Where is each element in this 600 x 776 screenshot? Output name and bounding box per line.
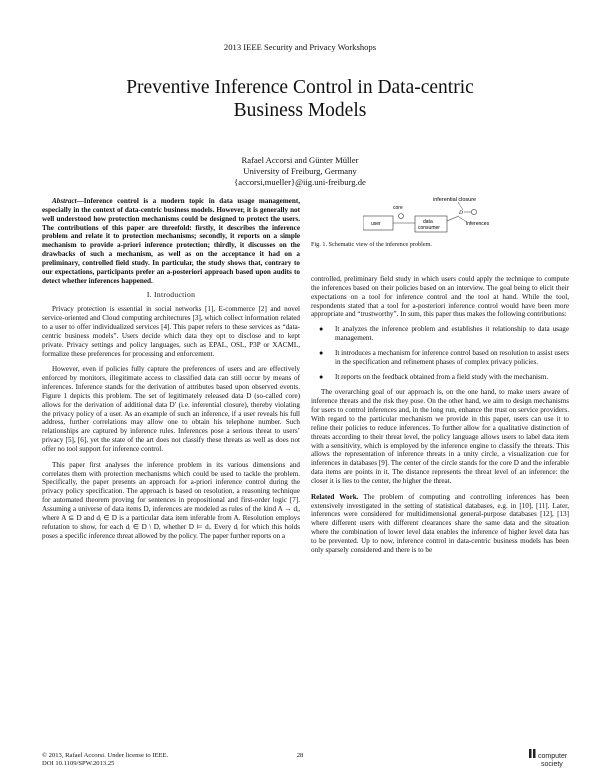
doi-line: DOI 10.1109/SPW.2013.25 [42, 760, 115, 767]
logo-text-computer: computer [538, 753, 568, 760]
bullet-item: ● It introduces a mechanism for inference control based on resolution to assist users in the specification and refinement phases of complex privacy policies. [319, 348, 569, 366]
page-number: 28 [296, 752, 304, 759]
consumer-to-inference-line [447, 216, 459, 221]
author-block [0, 155, 600, 188]
copyright-line: © 2013, Rafael Accorsi. Under license to IEEE. [42, 752, 169, 759]
abstract [42, 197, 300, 285]
core-label: core [393, 205, 403, 211]
bullet-item: ● It reports on the feedback obtained from a field study with the mechanism. [319, 372, 549, 381]
related-work-label: Related Work. [311, 492, 359, 501]
paper-title [40, 76, 560, 122]
computer-society-logo [528, 748, 574, 768]
title-line-2: Business Models [233, 100, 367, 121]
author-affiliation: University of Freiburg, Germany [243, 166, 357, 176]
user-label: user [371, 221, 381, 227]
closure-leader [458, 202, 463, 210]
left-column [42, 197, 300, 540]
abstract-text: Inference control is a modern topic in data usage management, especially in the context of data-centric business models. However, it is generally not well understood how protection mechanisms could be designed to protect the users. The contributions of this paper are threefold: firstly, it describes the inference problem and relate it to protection mechanisms; secondly, it reports on a simple mechanism to provide a-priori inference protection; thirdly, it discusses on the drawbacks of such a mechanism, as well as on the acceptance it had on a preliminary, controlled field study. In particular, the study shows that, contrary to our expectations, participants prefer an a-posteriori approach based upon audits to detect whether inferences happened. [42, 197, 300, 285]
inferences-label: inferences [466, 221, 490, 227]
right-paragraph-2: The overarching goal of our approach is, on the one hand, to make users aware of inference threats and the risk they pose. On the other hand, we aim to design mechanisms for users to control inferences and, in the long run, enhance the trust on service providers. With regard to the particular mechanism we provide in this paper, users can use it to refine their policies to reduce inferences. To further allow for a qualitative distinction of threats according to their threat level, the policy language allows users to label data item with a sensitivity, which is employed by the inference engine to classify the threats. This allows the representation of inference threats in a unity circle, a visualization cue for inferences in databases [9]. The center of the circle stands for the core D and the inferable data items are points in it. The distance represents the threat level of an inference: the closer it is lies to the center, the higher the threat. [311, 388, 569, 485]
consumer-label-2: consumer [418, 225, 440, 231]
abstract-label: Abstract— [52, 197, 84, 205]
right-paragraph-1: controlled, preliminary field study in which users could apply the technique to compute the inferences based on their policies based on an interview. The goal being to elicit their expectations on a tool for inference control and the tool at hand. While the tool, respondents stated that a tool for a-posteriori inference control would have been more appropriate and “trustworthy”. In sum, this paper thus makes the following contributions: [311, 275, 569, 319]
closure-label: inferential closure [433, 197, 477, 203]
right-column [311, 275, 569, 555]
logo-text-society: society [541, 761, 563, 768]
intro-paragraph-2: However, even if policies fully capture the preferences of users and are effectively enforced by monitors, illegitimate access to classified data can still occur by means of inferences. Inference stands for the derivation of attributes based upon observed events. Figure 1 depicts this problem. The set of legitimately released data D (so-called core) allows for the derivation of additional data D′ (i.e. inferential closure), thereby violating the privacy policy of a user. As an example of such an inference, if a user reveals his full address, further correlations may allow one to obtain his telephone number. Such relationships are captured by inference rules. Inferences pose a serious threat to users’ privacy [5], [6], yet the state of the art does not classify these threats as well as does not offer no tool support for inference control. [42, 365, 300, 453]
inference-figure [363, 196, 523, 236]
intro-paragraph-3: This paper first analyses the inference problem in its various dimensions and correlates them with protection mechanisms which could be used to tackle the problem. Specifically, the paper presents an approach for a-priori inference control during the privacy policy specification. The approach is based on resolution, a reasoning technique for automated theorem proving for sentences in propositional and first-order logic [7]. Assuming a universe of data items D, inferences are modeled as rules of the kind A → dᵢ, where A ⊆ D and dᵢ ∈ D is a particular data item inferable from A. Resolution employs refutation to show, for each dᵢ ∈ D \ D, whether D ⊨ dᵢ. Every dᵢ for which this holds poses a specific inference threat allowed by the policy. The paper further reports on a [42, 460, 300, 540]
related-work-paragraph [311, 493, 569, 555]
logo-bar-icon [533, 749, 536, 758]
d-label: D [459, 210, 463, 216]
consumer-label-1: data [423, 219, 433, 225]
inference-circle [471, 209, 476, 214]
bullet-item: ● It analyzes the inference problem and establishes it relationship to data usage management. [319, 325, 569, 343]
author-emails: {accorsi,mueller}@iig.uni-freiburg.de [234, 177, 366, 187]
related-work-text: The problem of computing and controlling inferences has been extensively investigated in the setting of statistical databases, e.g. in [10], [11]. Later, inferences were considered for multidimensional general-purpose databases [12], [13] where different users with different clearances share the same data and the situation where the combination of lower level data enables the inference of higher level data has to be prevented. Up to now, inference control in data-centric business models has been only sparsely considered and there is to be [311, 492, 569, 554]
section-heading-introduction: I. Introduction [146, 290, 196, 300]
running-header: 2013 IEEE Security and Privacy Workshops [223, 42, 377, 52]
core-circle [399, 214, 404, 219]
figure-caption: Fig. 1. Schematic view of the inference problem. [311, 241, 432, 248]
title-line-1: Preventive Inference Control in Data-centric [126, 77, 474, 98]
author-names: Rafael Accorsi and Günter Müller [241, 155, 359, 165]
logo-bar-icon [529, 749, 532, 758]
intro-paragraph-1: Privacy protection is essential in social networks [1], E-commerce [2] and novel service-oriented and Cloud computing architectures [3], which collect information related to a user to offer individualized services [4]. This paper refers to these services as “data-centric business models”. Users decide which data they opt to disclose and to kept private. Privacy settings and policy languages, such as EPAL, OSL, P3P or XACML, formalize these preferences for processing and enforcement. [42, 305, 300, 358]
